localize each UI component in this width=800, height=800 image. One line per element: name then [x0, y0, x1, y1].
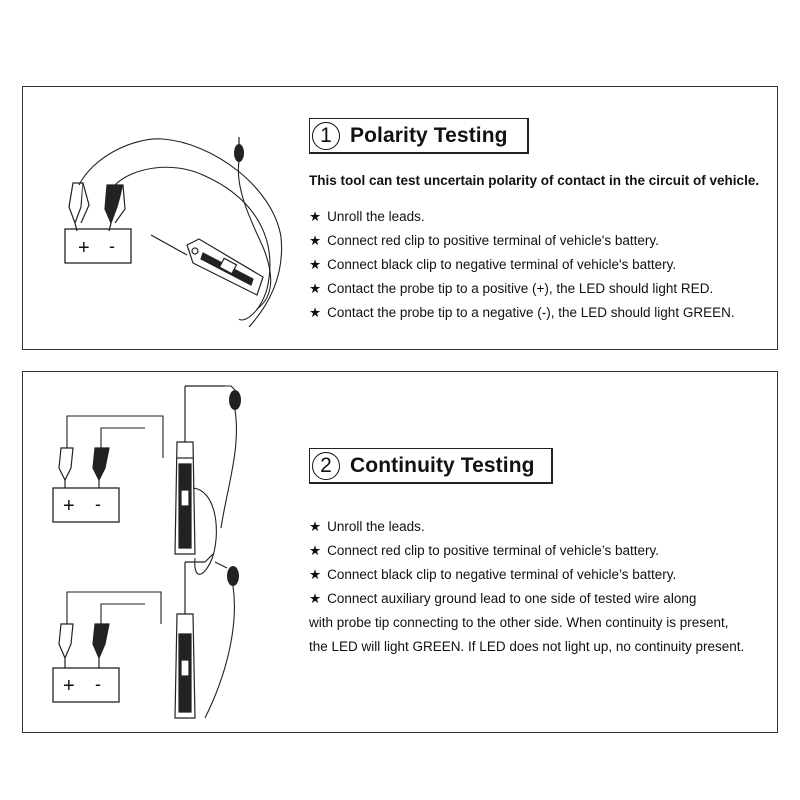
section-number: 2 — [312, 452, 340, 480]
continuation-line: the LED will light GREEN. If LED does not light up, no continuity present. — [309, 639, 745, 654]
list-item: ★ Unroll the leads. — [309, 209, 425, 224]
list-item: ★ Unroll the leads. — [309, 519, 425, 534]
list-item: ★ Connect black clip to negative terminal of vehicle’s battery. — [309, 567, 677, 582]
list-item: ★ Connect auxiliary ground lead to one side of tested wire along — [309, 591, 697, 606]
continuity-test-illustration — [45, 378, 285, 730]
list-item: ★ Connect red clip to positive terminal of vehicle's battery. — [309, 233, 659, 248]
section-number: 1 — [312, 122, 340, 150]
polarity-testing-panel — [22, 86, 778, 350]
probe-tester-icon — [175, 386, 225, 554]
battery-plus-label: + — [78, 237, 90, 259]
list-item: ★ Connect black clip to negative terminal of vehicle's battery. — [309, 257, 677, 272]
star-icon: ★ — [309, 519, 322, 534]
continuity-testing-panel — [22, 371, 778, 733]
star-icon: ★ — [309, 257, 322, 272]
battery-minus-label: - — [109, 236, 115, 256]
red-clip-icon — [69, 183, 89, 231]
step-continuation — [309, 611, 744, 659]
steps-list — [309, 515, 696, 611]
probe-tester-icon — [175, 562, 205, 718]
polarity-test-illustration — [53, 127, 303, 327]
battery-plus-label: + — [63, 495, 75, 517]
battery-minus-label: - — [95, 674, 101, 694]
steps-list — [309, 205, 735, 325]
section-title: Polarity Testing — [350, 123, 508, 147]
battery-icon — [65, 229, 131, 263]
star-icon: ★ — [309, 305, 322, 320]
probe-tester-icon — [151, 235, 263, 295]
star-icon: ★ — [309, 567, 322, 582]
star-icon: ★ — [309, 591, 322, 606]
star-icon: ★ — [309, 209, 322, 224]
battery-plus-label: + — [63, 675, 75, 697]
list-item: ★ Contact the probe tip to a positive (+), the LED should light RED. — [309, 281, 714, 296]
list-item: ★ Contact the probe tip to a negative (-), the LED should light GREEN. — [309, 305, 735, 320]
star-icon: ★ — [309, 281, 322, 296]
star-icon: ★ — [309, 233, 322, 248]
section-title: Continuity Testing — [350, 453, 535, 477]
battery-minus-label: - — [95, 494, 101, 514]
black-clip-icon — [105, 185, 125, 231]
continuation-line: with probe tip connecting to the other side. When continuity is present, — [309, 615, 729, 630]
section-heading — [309, 448, 553, 484]
star-icon: ★ — [309, 543, 322, 558]
list-item: ★ Connect red clip to positive terminal of vehicle’s battery. — [309, 543, 660, 558]
section-heading — [309, 118, 529, 154]
section-intro: This tool can test uncertain polarity of contact in the circuit of vehicle. — [309, 173, 760, 188]
